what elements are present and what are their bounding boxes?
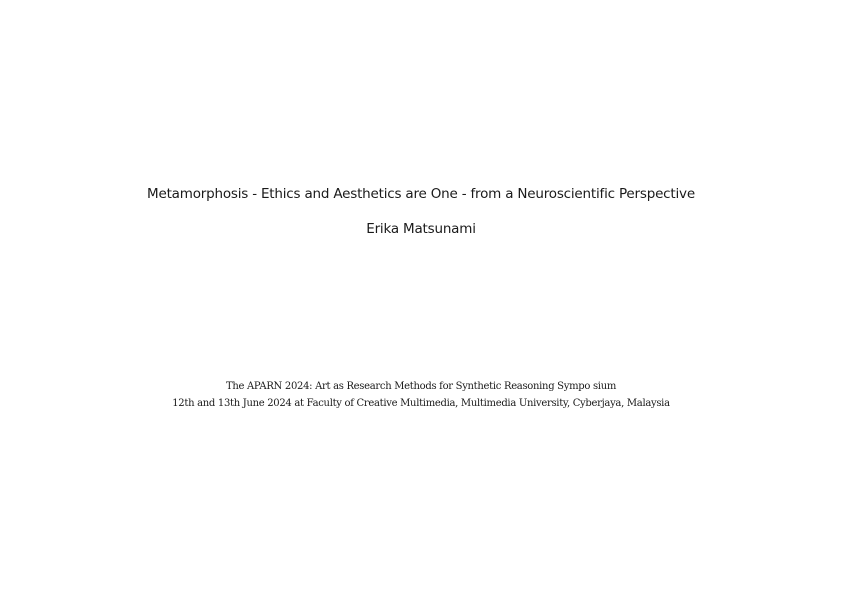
paper-title: Metamorphosis - Ethics and Aesthetics are One - from a Neuroscientific Perspective	[147, 186, 695, 202]
event-details: 12th and 13th June 2024 at Faculty of Creative Multimedia, Multimedia University, Cyberjaya, Malaysia	[172, 398, 670, 409]
event-name: The APARN 2024: Art as Research Methods for Synthetic Reasoning Sympo sium	[225, 381, 617, 392]
author-name: Erika Matsunami	[366, 221, 476, 237]
